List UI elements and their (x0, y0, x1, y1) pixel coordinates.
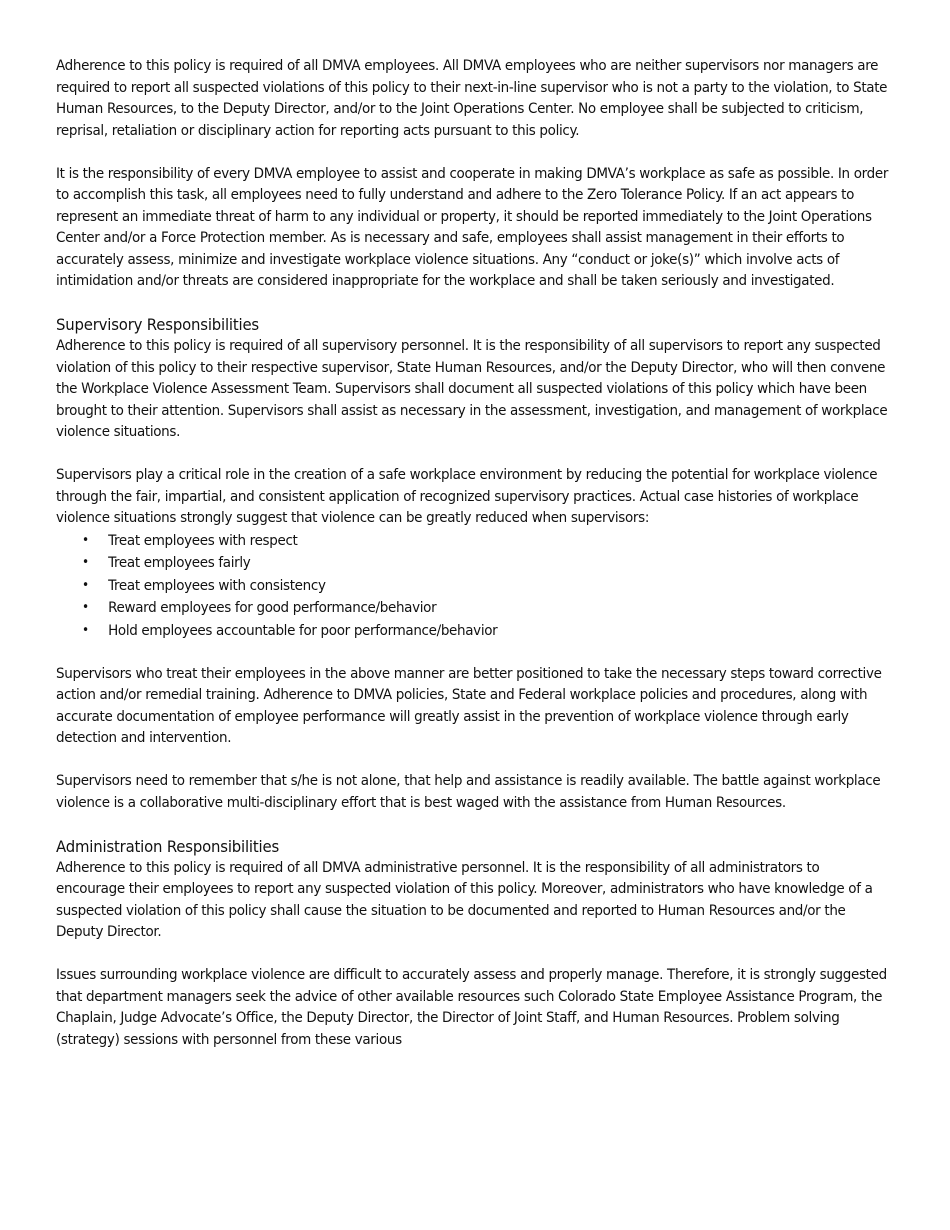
list-item-text: Hold employees accountable for poor performance/behavior (108, 622, 498, 639)
employee-reporting-paragraph: Adherence to this policy is required of all DMVA employees. All DMVA employees who are neither supervisors nor managers are required to report all suspected violations of this policy to their next-in-line supervisor who is not a party to the violation, to State Human Resources, to the Deputy Director, and/or to the Joint Operations Center. No employee shall be subjected to criticism, reprisal, retaliation or disciplinary action for reporting acts pursuant to this policy. (56, 58, 888, 139)
list-item (82, 597, 892, 620)
administration-responsibilities-heading: Administration Responsibilities (56, 836, 280, 856)
administration-resources-paragraph: Issues surrounding workplace violence are difficult to accurately assess and properly manage. Therefore, it is strongly suggested that department managers seek the advice of other available resources such Colorado State Employee Assistance Program, the Chaplain, Judge Advocate’s Office, the Deputy Director, the Director of Joint Staff, and Human Resources. Problem solving (strategy) sessions with personnel from these various (56, 967, 887, 1048)
list-item (82, 620, 892, 643)
supervisory-role-paragraph: Supervisors play a critical role in the creation of a safe workplace environment by reducing the potential for workplace violence through the fair, impartial, and consistent application of recognized supervisory practices. Actual case histories of workplace violence situations strongly suggest that violence can be greatly reduced when supervisors: (56, 467, 878, 526)
supervisory-assistance-paragraph: Supervisors need to remember that s/he is not alone, that help and assistance is readily available. The battle against workplace violence is a collaborative multi-disciplinary effort that is best waged with the assistance from Human Resources. (56, 773, 881, 811)
list-item-text: Treat employees fairly (108, 555, 251, 572)
bullet-icon: • (82, 532, 89, 548)
bullet-icon: • (82, 577, 89, 593)
supervisor-practices-list (56, 530, 892, 643)
employee-responsibility-paragraph: It is the responsibility of every DMVA employee to assist and cooperate in making DMVA’s workplace as safe as possible. In order to accomplish this task, all employees need to fully understand and adhere to the Zero Tolerance Policy. If an act appears to represent an immediate threat of harm to any individual or property, it should be reported immediately to the Joint Operations Center and/or a Force Protection member. As is necessary and safe, employees shall assist management in their efforts to accurately assess, minimize and investigate workplace violence situations. Any “conduct or joke(s)” which involve acts of intimidation and/or threats are considered inappropriate for the workplace and shall be taken seriously and investigated. (56, 165, 889, 289)
bullet-icon: • (82, 555, 89, 571)
supervisory-corrective-paragraph: Supervisors who treat their employees in the above manner are better positioned to take the necessary steps toward corrective action and/or remedial training. Adherence to DMVA policies, State and Federal workplace policies and procedures, along with accurate documentation of employee performance will greatly assist in the prevention of workplace violence through early detection and intervention. (56, 665, 882, 747)
list-item-text: Reward employees for good performance/behavior (108, 600, 437, 617)
supervisory-responsibilities-heading: Supervisory Responsibilities (56, 315, 260, 334)
supervisory-adherence-paragraph: Adherence to this policy is required of all supervisory personnel. It is the responsibility of all supervisors to report any suspected violation of this policy to their respective supervisor, State Human Resources, and/or the Deputy Director, who will then convene the Workplace Violence Assessment Team. Supervisors shall document all suspected violations of this policy which have been brought to their attention. Supervisors shall assist as necessary in the assessment, investigation, and management of workplace violence situations. (56, 338, 888, 440)
administration-adherence-paragraph: Adherence to this policy is required of all DMVA administrative personnel. It is the responsibility of all administrators to encourage their employees to report any suspected violation of this policy. Moreover, administrators who have knowledge of a suspected violation of this policy shall cause the situation to be documented and reported to Human Resources and/or the Deputy Director. (56, 859, 873, 941)
list-item-text: Treat employees with consistency (108, 577, 326, 594)
list-item (82, 530, 892, 553)
bullet-icon: • (82, 600, 89, 616)
list-item (82, 575, 892, 598)
bullet-icon: • (82, 622, 89, 638)
list-item-text: Treat employees with respect (108, 532, 298, 549)
list-item (82, 552, 892, 575)
document-page (56, 56, 892, 1051)
